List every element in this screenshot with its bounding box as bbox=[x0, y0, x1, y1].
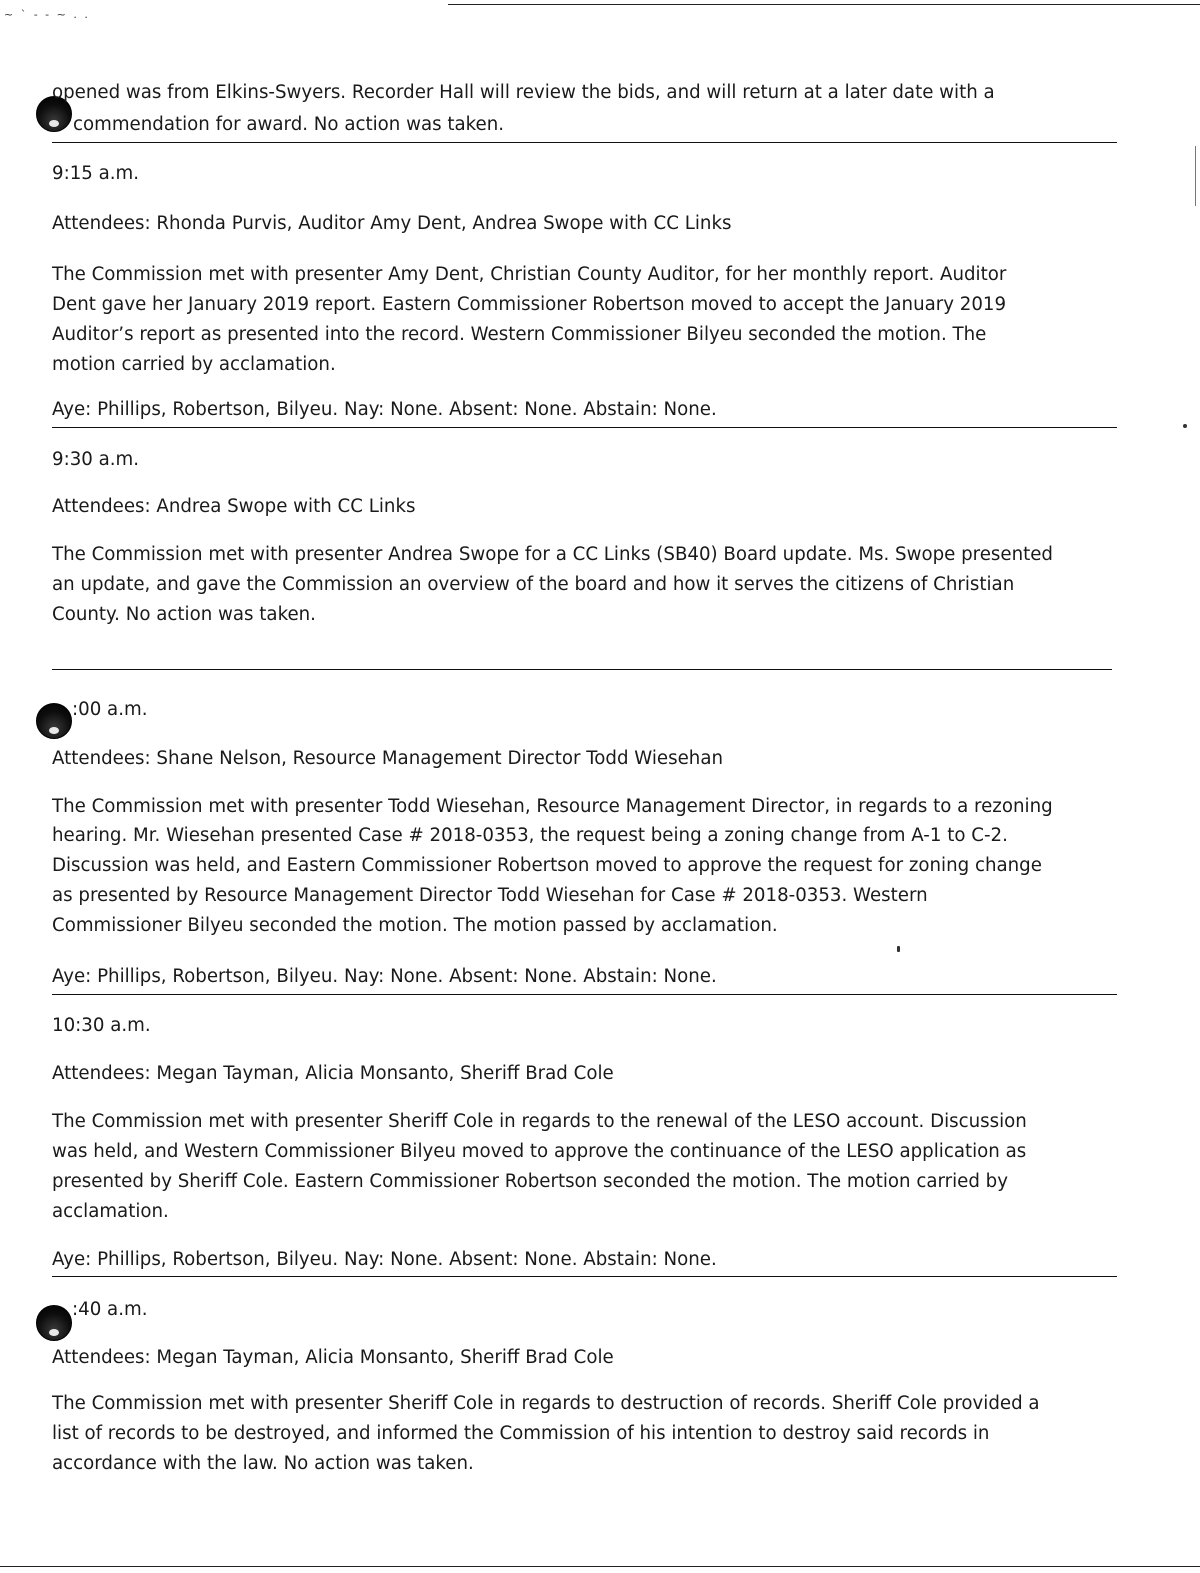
section-vote: Aye: Phillips, Robertson, Bilyeu. Nay: None. Absent: None. Abstain: None. bbox=[52, 1249, 717, 1270]
scan-bottom-edge-line bbox=[0, 1566, 1200, 1567]
section-attendees: Attendees: Shane Nelson, Resource Management Director Todd Wiesehan bbox=[52, 748, 723, 769]
section-attendees: Attendees: Rhonda Purvis, Auditor Amy Dent, Andrea Swope with CC Links bbox=[52, 213, 732, 234]
section-body-line: Auditor’s report as presented into the record. Western Commissioner Bilyeu seconded the motion. The bbox=[52, 324, 987, 345]
scan-right-edge-line bbox=[1195, 146, 1196, 206]
section-divider bbox=[52, 142, 1117, 143]
section-vote: Aye: Phillips, Robertson, Bilyeu. Nay: None. Absent: None. Abstain: None. bbox=[52, 399, 717, 420]
section-vote: Aye: Phillips, Robertson, Bilyeu. Nay: None. Absent: None. Abstain: None. bbox=[52, 966, 717, 987]
section-divider bbox=[52, 994, 1117, 995]
section-time: :40 a.m. bbox=[72, 1299, 148, 1320]
section-divider bbox=[52, 1276, 1117, 1277]
section-body-line: as presented by Resource Management Director Todd Wiesehan for Case # 2018-0353. Western bbox=[52, 885, 928, 906]
section-body-line: The Commission met with presenter Todd Wiesehan, Resource Management Director, in regards to a rezoning bbox=[52, 796, 1053, 817]
scan-speck bbox=[1183, 424, 1187, 428]
section-body-line: acclamation. bbox=[52, 1201, 169, 1222]
section-body-line: Discussion was held, and Eastern Commissioner Robertson moved to approve the request for zoning change bbox=[52, 855, 1042, 876]
section-time: 9:15 a.m. bbox=[52, 163, 140, 184]
section-time: :00 a.m. bbox=[72, 699, 148, 720]
section-body-line: County. No action was taken. bbox=[52, 604, 316, 625]
section-body-line: motion carried by acclamation. bbox=[52, 354, 336, 375]
intro-line: opened was from Elkins-Swyers. Recorder Hall will review the bids, and will return at a later date with a bbox=[52, 82, 995, 103]
section-body-line: Dent gave her January 2019 report. Eastern Commissioner Robertson moved to accept the January 2019 bbox=[52, 294, 1007, 315]
section-body-line: The Commission met with presenter Andrea Swope for a CC Links (SB40) Board update. Ms. Swope presented bbox=[52, 544, 1053, 565]
section-body-line: The Commission met with presenter Sheriff Cole in regards to the renewal of the LESO account. Discussion bbox=[52, 1111, 1027, 1132]
section-body-line: accordance with the law. No action was taken. bbox=[52, 1453, 474, 1474]
section-body-line: Commissioner Bilyeu seconded the motion. The motion passed by acclamation. bbox=[52, 915, 778, 936]
section-body-line: was held, and Western Commissioner Bilyeu moved to approve the continuance of the LESO application as bbox=[52, 1141, 1027, 1162]
section-time: 9:30 a.m. bbox=[52, 449, 140, 470]
section-attendees: Attendees: Megan Tayman, Alicia Monsanto, Sheriff Brad Cole bbox=[52, 1347, 614, 1368]
section-time: 10:30 a.m. bbox=[52, 1015, 151, 1036]
scan-speck bbox=[897, 946, 900, 952]
scan-top-edge-line bbox=[448, 4, 1200, 5]
section-body-line: list of records to be destroyed, and informed the Commission of his intention to destroy said records in bbox=[52, 1423, 990, 1444]
punch-hole-icon bbox=[36, 1305, 72, 1341]
scan-artifact-mark: ~ ` - - ~ . . bbox=[4, 8, 90, 21]
section-divider bbox=[52, 669, 1112, 670]
section-body-line: The Commission met with presenter Amy Dent, Christian County Auditor, for her monthly report. Auditor bbox=[52, 264, 1007, 285]
section-body-line: hearing. Mr. Wiesehan presented Case # 2018-0353, the request being a zoning change from A-1 to C-2. bbox=[52, 825, 1008, 846]
punch-hole-icon bbox=[36, 703, 72, 739]
section-body-line: presented by Sheriff Cole. Eastern Commissioner Robertson seconded the motion. The motion carried by bbox=[52, 1171, 1008, 1192]
section-attendees: Attendees: Andrea Swope with CC Links bbox=[52, 496, 416, 517]
section-divider bbox=[52, 427, 1117, 428]
section-attendees: Attendees: Megan Tayman, Alicia Monsanto, Sheriff Brad Cole bbox=[52, 1063, 614, 1084]
section-body-line: The Commission met with presenter Sheriff Cole in regards to destruction of records. Sheriff Cole provided a bbox=[52, 1393, 1040, 1414]
section-body-line: an update, and gave the Commission an overview of the board and how it serves the citizens of Christian bbox=[52, 574, 1015, 595]
intro-line: commendation for award. No action was taken. bbox=[73, 114, 505, 135]
